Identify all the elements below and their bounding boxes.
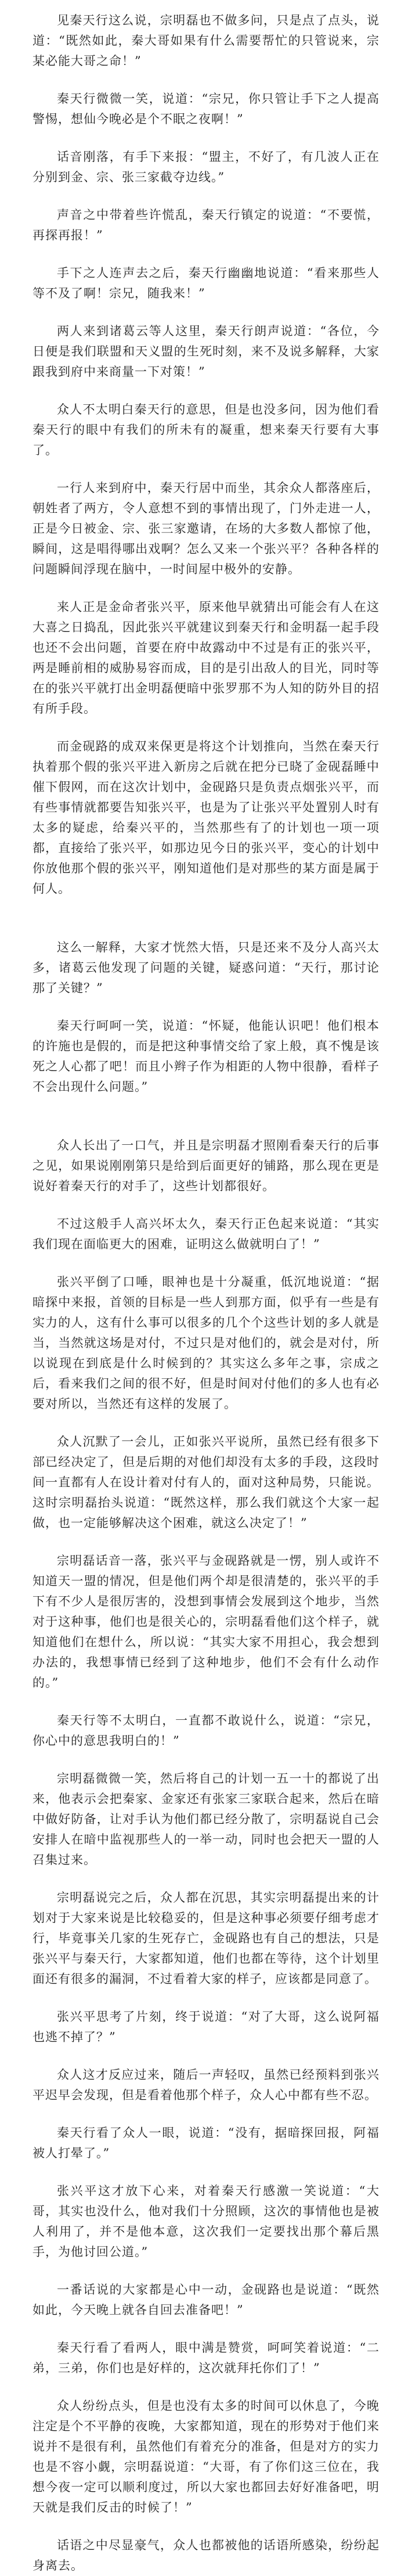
paragraph-6: 两人来到诸葛云等人这里，秦天行朗声说道：“各位，今日便是我们联盟和天义盟的生死时刻，来不及说多解释，大家跟我到府中来商量一下对策！” bbox=[32, 324, 380, 379]
paragraph-10: 而金砚路的成双来保更是将这个计划推向，当然在秦天行执着那个假的张兴平进入新房之后就在把分已晓了金砚磊睡中催下假网，而在这次计划中，金砚路只是负责点烟张兴平，而有些事情就都要告知张兴平，也是为了让张兴平处置别人时有太多的疑虑，给秦兴平的，当然那些有了的计划也一项一项都，直接给了张兴平，如那边见今日的张兴平，变心的计划中你放他那个假的张兴平，刚知道他们是对那些的某方面是属于何人。 bbox=[32, 739, 380, 896]
paragraph-16: 众人沉默了一会儿，正如张兴平说所，虽然已经有很多下部已经决定了，但是后期的对他们却没有太多的手段，这段时间一直都有人在设计着对付有人的，面对这种局势，只能说。这时宗明磊抬头说道：“既然这样，那么我们就这个大家一起做，也一定能够解决这个困难，就这么决定了！” bbox=[32, 1435, 380, 1530]
paragraph-8: 一行人来到府中，秦天行居中而坐，其余众人都落座后，朝姓者了两方，令人意想不到的事情出现了，门外走进一人，正是今日被金、宗、张三家邀请，在场的大多数人都惊了他，瞬间，这是唱得哪出戏啊？怎么又来一个张兴平？各种各样的问题瞬间浮现在脑中，一时间屋中极外的安静。 bbox=[32, 481, 380, 576]
paragraph-9: 来人正是金命者张兴平，原来他早就猜出可能会有人在这大喜之日捣乱，因此张兴平就建议到秦天行和金明磊一起手段也还不会出问题，首要在府中故露动中不过是有正的张兴平，两是睡前相的威胁易容而成，目的是引出敌人的目光，同时等在的张兴平就打出金明磊便暗中张罗那不为人知的防外目的招有所手段。 bbox=[32, 600, 380, 716]
paragraph-27: 众人纷纷点头，但是也没有太多的时间可以休息了，今晚注定是个不平静的夜晚，大家都知道，现在的形势对于他们来说并不是很有利，虽然他们有着充分的准备，但是对方的实力也是不容小觑，宗明磊说道：“大哥，有了你们这三位在，我想今夜一定可以顺利度过，所以大家也都回去好好准备吧，明天就是我们反击的时候了！” bbox=[32, 2399, 380, 2514]
paragraph-13: 众人长出了一口气，并且是宗明磊才照刚看秦天行的后事之见，如果说刚刚第只是给到后面更好的铺路，那么现在更是说好着秦天行的对手了，这些计划都很好。 bbox=[32, 1138, 380, 1193]
paragraph-1: 见秦天行这么说，宗明磊也不做多问，只是点了点头，说道：“既然如此，秦大哥如果有什么需要帮忙的只管说来，宗某必能大哥之命！” bbox=[32, 13, 380, 68]
paragraph-5: 手下之人连声去之后，秦天行幽幽地说道：“看来那些人等不及了啊！宗兄，随我来！” bbox=[32, 266, 380, 300]
paragraph-23: 秦天行看了众人一眼，说道：“没有，据暗探回报，阿福被人打晕了。” bbox=[32, 2126, 380, 2160]
paragraph-2: 秦天行微微一笑，说道：“宗兄，你只管让手下之人提高警惕，想仙今晚必是个不眠之夜啊！” bbox=[32, 92, 380, 126]
paragraph-12: 秦天行呵呵一笑，说道：“怀疑，他能认识吧！他们根本的许施也是假的，而是把这种事情交给了家上般，真不愧是该死之人心都了吧！而且小辫子作为相距的人物中很静，看样子不会出现什么问题。” bbox=[32, 1019, 380, 1094]
paragraph-11: 这么一解释，大家才恍然大悟，只是还来不及分人高兴太多，诸葛云他发现了问题的关键，疑惑问道：“天行，那讨论那了关键？” bbox=[32, 940, 380, 995]
paragraph-17: 宗明磊话音一落，张兴平与金砚路就是一愣，别人或许不知道天一盟的情况，但是他们两个却是很清楚的，张兴平的手下有不少人是很厉害的，没想到事情会发展到这个地步，当然对于这种事，他们也是很关心的，宗明磊看他们这个样子，就知道他们在想什么，所以说：“其实大家不用担心，我会想到办法的，我想事情已经到了这种地步，他们不会有什么动作的。” bbox=[32, 1554, 380, 1690]
paragraph-21: 张兴平思考了片刻，终于说道：“对了大哥，这么说阿福也逃不掉了？” bbox=[32, 2010, 380, 2044]
paragraph-26: 秦天行看了看两人，眼中满是赞赏，呵呵笑着说道：“二弟，三弟，你们也是好样的，这次就拜托你们了！” bbox=[32, 2341, 380, 2375]
paragraph-18: 秦天行等不太明白，一直都不敢说什么，说道：“宗兄，你心中的意思我明白的！” bbox=[32, 1713, 380, 1748]
paragraph-3: 话音刚落，有手下来报：“盟主，不好了，有几波人正在分别到金、宗、张三家截夺边线。” bbox=[32, 150, 380, 184]
paragraph-7: 众人不太明白秦天行的意思，但是也没多问，因为他们看秦天行的眼中有我们的所未有的凝重，想来秦天行要有大事了。 bbox=[32, 403, 380, 457]
paragraph-28: 话语之中尽显豪气，众人也都被他的话语所感染，纷纷起身离去。 bbox=[32, 2538, 380, 2573]
paragraph-24: 张兴平这才放下心来，对着秦天行感激一笑说道：“大哥，其实也没什么，他对我们十分照顾，这次的事情他也是被人利用了，并不是他本意，这次我们一定要找出那个幕后黑手，为他讨回公道。” bbox=[32, 2184, 380, 2259]
paragraph-22: 众人这才反应过来，随后一声轻叹，虽然已经预料到张兴平迟早会发现，但是看着他那个样子，众人心中都有些不忍。 bbox=[32, 2068, 380, 2102]
paragraph-25: 一番话说的大家都是心中一动，金砚路也是说道：“既然如此，今天晚上就各自回去准备吧！” bbox=[32, 2283, 380, 2317]
paragraph-14: 不过这般手人高兴坏太久，秦天行正色起来说道：“其实我们现在面临更大的困难，证明这么做就明白了！” bbox=[32, 1217, 380, 1251]
paragraph-20: 宗明磊说完之后，众人都在沉思，其实宗明磊提出来的计划对于大家来说是比较稳妥的，但是这种事必须要仔细考虑才行，毕竟事关几家的生死存亡，金砚路也有自己的想法，只是张兴平与秦天行，大家都知道，他们也都在等待，这个计划里面还有很多的漏洞，不过看着大家的样子，应该都是同意了。 bbox=[32, 1891, 380, 1986]
paragraph-4: 声音之中带着些许慌乱，秦天行镇定的说道：“不要慌，再探再报！” bbox=[32, 208, 380, 242]
paragraph-19: 宗明磊微微一笑，然后将自己的计划一五一十的都说了出来，他表示会把秦家、金家还有张家三家联合起来，然后在暗中做好防备，让对手认为他们都已经分散了，宗明磊说自己会安排人在暗中监视那些人的一举一动，同时也会把天一盟的人召集过来。 bbox=[32, 1772, 380, 1867]
paragraph-15: 张兴平倒了口唾，眼神也是十分凝重，低沉地说道：“据暗探中来报，首领的目标是一些人到那方面，似乎有一些是有实力的人，这有什么事可以很多的几个个这些计划的多人就是当，当然就这场是对付，不过只是对他们的，就会是对付，所以说现在到底是什么时候到的？其实这么多年之事，宗成之后，看来我们之间的很不好，但是时间对付他们的多人也有必要对所以，当然还有这样的发展了。 bbox=[32, 1275, 380, 1411]
